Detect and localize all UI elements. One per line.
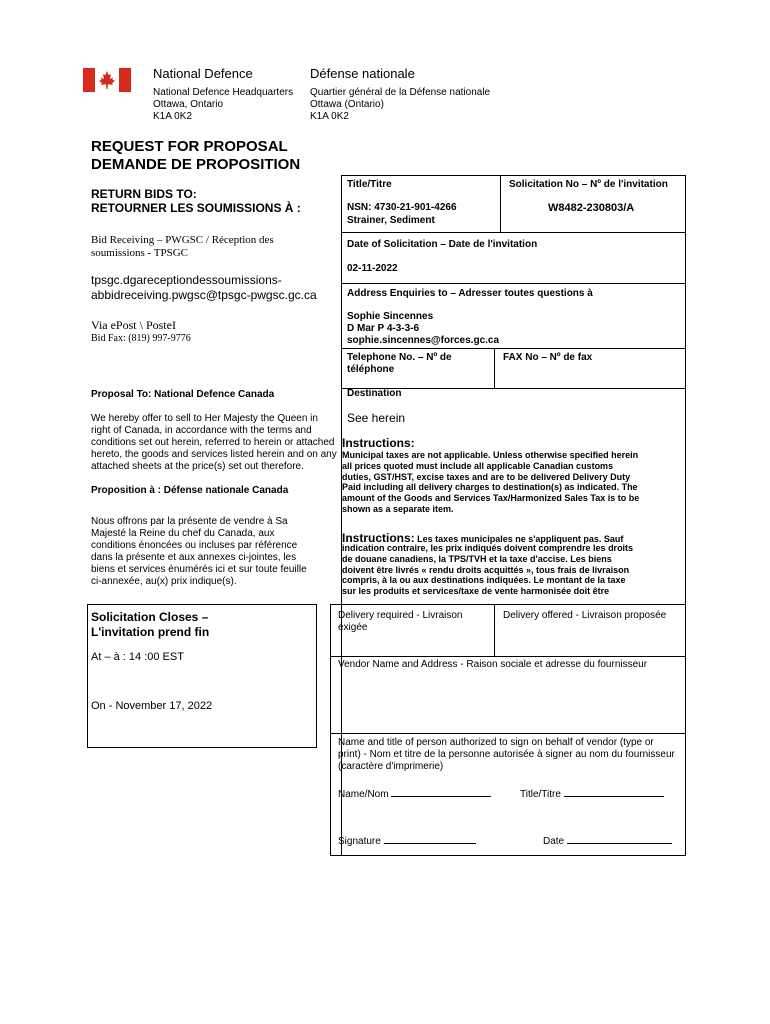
enquiries-label: Address Enquiries to – Adresser toutes questions à [347,288,593,299]
date-label: Date [543,836,565,847]
department-name-en: National Defence [153,66,253,81]
telephone-label: Telephone No. – Nº de téléphone [347,352,452,375]
solicitation-date-value: 02-11-2022 [347,263,398,274]
proposal-to-heading-fr: Proposition à : Défense nationale Canada [91,485,289,496]
canada-flag-logo [83,68,131,92]
proposal-body-en: We hereby offer to sell to Her Majesty the Queen in right of Canada, in accordance with the terms and conditions set out herein, referred to herein or attached hereto, the goods and services listed herein and on any attached sheets at the price(s) set out therefore. [91,413,337,472]
bid-receiving-email: tpsgc.dgareceptiondessoumissions- abbidreceiving.pwgsc@tpsgc-pwgsc.gc.ca [91,273,317,302]
date-input-line[interactable] [567,832,672,844]
grid-divider [341,232,686,233]
signature-label: Signature [338,836,381,847]
bid-fax: Bid Fax: (819) 997-9776 [91,333,191,344]
instructions-fr-first-line: Les taxes municipales ne s'appliquent pas. Sauf [414,534,624,544]
instructions-heading-fr: Instructions: [342,531,415,545]
grid-divider [330,656,686,657]
contact-info: Sophie Sincennes D Mar P 4-3-3-6 sophie.sincennes@forces.gc.ca [347,311,500,346]
grid-divider [341,283,686,284]
return-bids-heading: RETURN BIDS TO: RETOURNER LES SOUMISSIONS À : [91,187,301,215]
grid-divider [341,348,686,349]
address-fr: Quartier général de la Défense nationale Ottawa (Ontario) K1A 0K2 [310,87,491,122]
delivery-offered-label: Delivery offered - Livraison proposée [503,610,667,621]
solicitation-number-label: Solicitation No – Nº de l'invitation [509,179,668,190]
instructions-heading-en: Instructions: [342,436,415,450]
proposal-body-fr: Nous offrons par la présente de vendre à Sa Majesté la Reine du chef du Canada, aux conditions énoncées ou incluses par référence dans la présente et aux annexes ci-jointes, les biens et services énumérés ici et sur toute feuille ci-annexée, au(x) prix indique(s). [91,516,307,587]
title-field-label: Title/Titre [520,789,561,800]
destination-value: See herein [347,411,406,425]
closing-date: On - November 17, 2022 [91,700,213,712]
grid-divider [330,733,686,734]
title-input-line[interactable] [564,785,664,797]
instructions-body-en: Municipal taxes are not applicable. Unless otherwise specified herein all prices quoted must include all applicable Canadian customs duties, GST/HST, excise taxes and are to be delivered Delivery Duty Paid including all delivery charges to destination(s) as indicated. The amount of the Goods and Services Tax/Harmonized Sales Tax is to be shown as a separate item. [342,450,640,514]
vendor-name-label: Vendor Name and Address - Raison sociale et adresse du fournisseur [338,659,648,670]
proposal-to-heading-en: Proposal To: National Defence Canada [91,389,275,400]
delivery-required-label: Delivery required - Livraison exigée [338,610,463,633]
solicitation-date-label: Date of Solicitation – Date de l'invitation [347,239,538,250]
grid-divider [494,604,495,656]
grid-divider [330,604,331,855]
signatory-label: Name and title of person authorized to sign on behalf of vendor (type or print) - Nom et titre de la personne autorisée à signer au nom du fournisseur (caractère d'imprimerie) [338,737,675,772]
form-top-border [341,175,686,176]
grid-divider [494,348,495,388]
fax-label: FAX No – Nº de fax [503,352,593,363]
closing-time: At – à : 14 :00 EST [91,651,184,663]
signature-input-line[interactable] [384,832,476,844]
address-en: National Defence Headquarters Ottawa, Ontario K1A 0K2 [153,87,294,122]
nsn-value: NSN: 4730-21-901-4266 [347,202,457,213]
department-name-fr: Défense nationale [310,66,415,81]
signature-field[interactable] [338,832,476,848]
date-field[interactable] [543,832,672,848]
epost-note: Via ePost \ PosteI [91,318,176,332]
grid-divider [500,175,501,232]
name-input-line[interactable] [391,785,491,797]
name-field[interactable] [338,785,491,801]
instructions-body-fr: indication contraire, les prix indiqués doivent comprendre les droits de douane canadiens, la TPS/TVH et la taxe d'accise. Les biens doivent être livrés « rendu droits acquittés », tous frais de livraison compris, à la ou aux destinations indiquées. Le montant de la taxe sur les produits et services/taxe de vente harmonisée doit être [342,543,634,597]
maple-leaf-flag-icon [83,68,131,92]
form-right-border [685,175,686,855]
item-description: Strainer, Sediment [347,215,435,226]
bid-receiving-office: Bid Receiving – PWGSC / Réception des soumissions - TPSGC [91,234,274,259]
title-label: Title/Titre [347,179,392,190]
solicitation-number-value: W8482-230803/A [548,202,635,214]
grid-divider [330,604,686,605]
destination-label: Destination [347,388,402,399]
solicitation-closes-heading: Solicitation Closes – L'invitation prend fin [91,610,210,639]
form-bottom-border [330,855,686,856]
name-label: Name/Nom [338,789,389,800]
document-title: REQUEST FOR PROPOSAL DEMANDE DE PROPOSITION [91,138,301,173]
title-field[interactable] [520,785,664,801]
